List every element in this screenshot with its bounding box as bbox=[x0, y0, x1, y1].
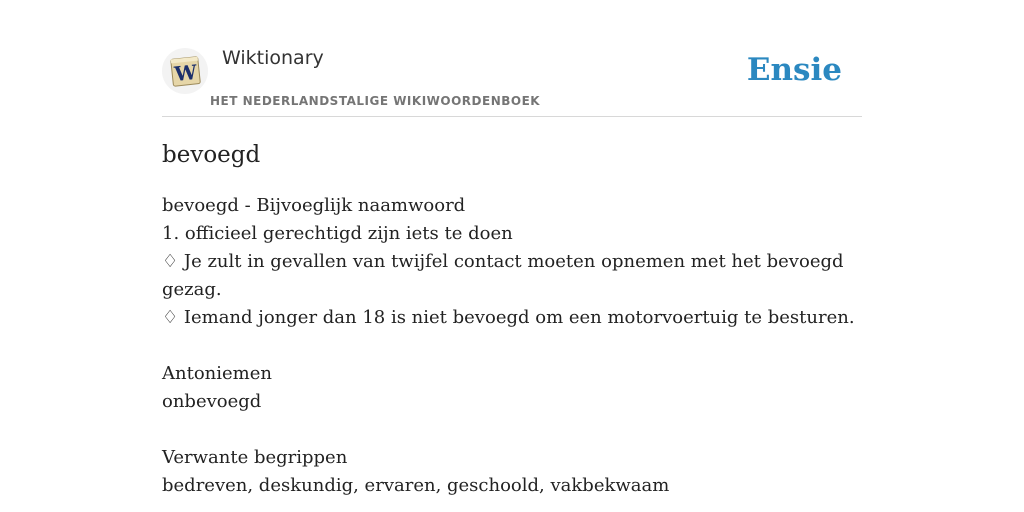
related-list: bedreven, deskundig, ervaren, geschoold, vakbekwaam bbox=[162, 475, 670, 496]
site-tagline: HET NEDERLANDSTALIGE WIKIWOORDENBOEK bbox=[210, 94, 541, 108]
logo-letter: W bbox=[173, 59, 199, 87]
spacer bbox=[162, 416, 862, 444]
definition: 1. officieel gerechtigd zijn iets te doen bbox=[162, 223, 513, 244]
antonyms-list: onbevoegd bbox=[162, 391, 262, 412]
ensie-brand-link[interactable]: Ensie bbox=[746, 52, 842, 88]
spacer bbox=[162, 332, 862, 360]
entry-content bbox=[162, 192, 862, 500]
site-header bbox=[162, 0, 862, 117]
antonyms-heading: Antoniemen bbox=[162, 363, 272, 384]
example-2: ♢ Iemand jonger dan 18 is niet bevoegd om een motorvoertuig te besturen. bbox=[162, 307, 855, 328]
word-class: bevoegd - Bijvoeglijk naamwoord bbox=[162, 195, 466, 216]
related-heading: Verwante begrippen bbox=[162, 447, 348, 468]
page-title: bevoegd bbox=[162, 142, 261, 168]
wiktionary-logo-icon[interactable] bbox=[162, 48, 208, 94]
site-name[interactable]: Wiktionary bbox=[222, 47, 324, 69]
example-1: ♢ Je zult in gevallen van twijfel contact moeten opnemen met het bevoegd gezag. bbox=[162, 251, 844, 300]
